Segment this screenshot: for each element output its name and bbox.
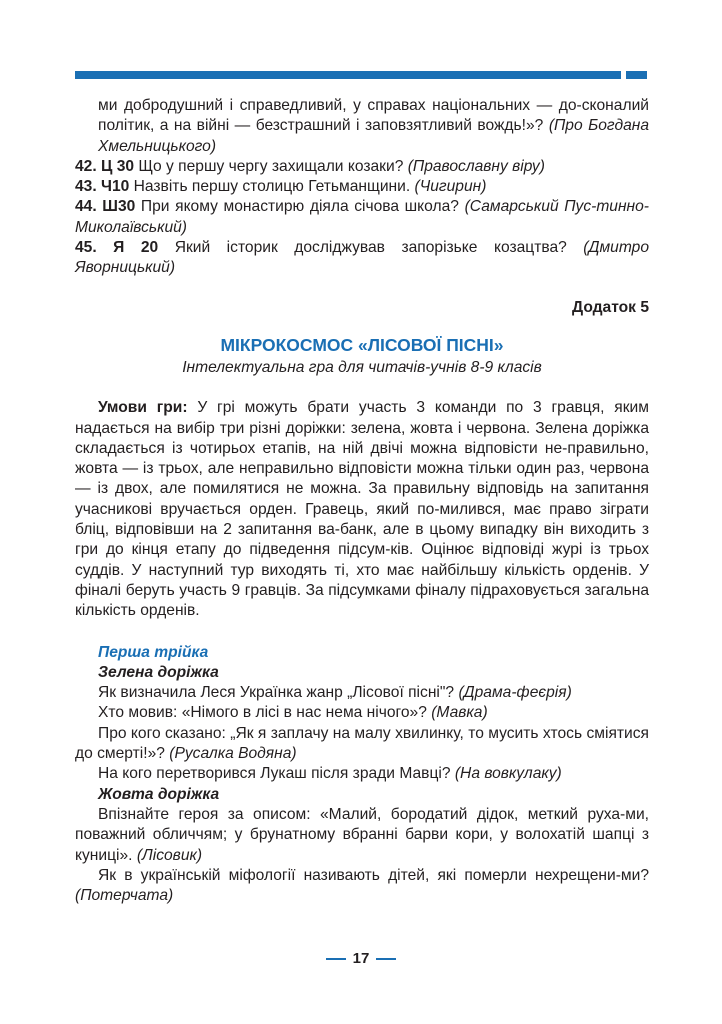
continuation-paragraph [75,96,649,157]
page-subtitle: Інтелектуальна гра для читачів-учнів 8-9 класів [182,358,542,376]
footer-dash-left [326,958,346,960]
rules-text: У грі можуть брати участь 3 команди по 3 гравця, яким надається на вибір три різні доріжки: зелена, жовта і червона. Зелена доріжка складається із чотирьох етапів, на ній двічі можна відповісти не-правильно, жовта — із трьох, але неправильно відповісти можна тільки один раз, червона — із двох, але помилятися не можна. За правильну відповідь на запитання учасникові вручається орден. Гравець, який по-милився, має право зіграти бліц, відповівши на 2 запитання ва-банк, але в цьому випадку він виходить з гри до кінця етапу до підведення підсум-ків. Оцінює відповіді журі із трьох суддів. У наступний тур виходять ті, хто має найбільшу кількість орденів. У фіналі беруть участь 9 гравців. За підсумками фіналу підраховується загальна кількість орденів. [75,399,649,620]
section-heading: Перша трійка [98,643,209,661]
page-title: МІКРОКОСМОС «ЛІСОВОЇ ПІСНІ» [220,334,504,355]
yellow-question-text: Впізнайте героя за описом: «Малий, бородатий дідок, меткий руха-ми, поважний обличчям; у брунатному вбранні барви кори, у волохатій шапці з куниці». [75,805,649,864]
rules-label: Умови гри: [98,399,188,417]
yellow-question [75,866,649,907]
green-question [75,703,649,723]
question-45 [75,238,649,279]
question-44 [75,197,649,238]
question-answer: (Самарський Пус-тинно-Миколаївський) [75,198,650,236]
question-answer: (Дмитро Яворницький) [75,239,649,277]
green-question [75,764,649,784]
green-question-answer: (Драма-феєрія) [458,684,572,702]
question-answer: (Чигирин) [414,178,487,196]
green-question-answer: (Русалка Водяна) [169,745,297,763]
question-text: Що у першу чергу захищали козаки? [134,157,408,175]
continuation-text: ми добродушний і справедливий, у справах національних — до-сконалий політик, а на війні — безстрашний і заповзятливий вождь!»? [98,97,649,135]
green-track-heading: Зелена доріжка [98,663,219,681]
page-number: 17 [352,950,370,967]
green-question-answer: (Мавка) [431,704,488,722]
green-question-text: Про кого сказано: „Як я заплачу на малу хвилинку, то мусить хтось сміятися до смерті!»? [75,724,649,763]
question-number: 44. Ш30 [75,198,136,216]
yellow-question [75,805,649,866]
question-text: Назвіть першу столицю Гетьманщини. [129,178,415,196]
yellow-question-text: Як в українській міфології називають дітей, які померли нехрещени-ми? [98,866,649,884]
yellow-question-answer: (Потерчата) [75,887,174,905]
top-rule-end [626,71,647,79]
green-question-text: Як визначила Леся Українка жанр „Лісової пісні"? [98,684,459,702]
question-number: 45. Я 20 [75,239,159,257]
question-number: 42. Ц 30 [75,157,135,175]
green-question [75,724,649,765]
page-content [75,96,649,906]
green-question [75,683,649,703]
question-text: При якому монастирю діяла січова школа? [135,198,465,216]
question-42 [75,157,649,177]
question-text: Який історик досліджував запорізьке козацтва? [158,239,584,257]
green-question-text: На кого перетворився Лукаш після зради Мавці? [98,765,455,783]
page-footer [0,950,722,967]
question-answer: (Православну віру) [407,157,545,175]
rules-paragraph [75,398,649,621]
top-rule [75,71,621,79]
yellow-track-heading: Жовта доріжка [98,785,220,803]
appendix-label: Додаток 5 [572,298,649,316]
footer-dash-right [376,958,396,960]
continuation-answer: (Про Богдана Хмельницького) [98,117,649,155]
question-number: 43. Ч10 [75,178,130,196]
green-question-text: Хто мовив: «Німого в лісі в нас нема нічого»? [98,704,432,722]
question-43 [75,177,649,197]
yellow-question-answer: (Лісовик) [136,846,203,864]
green-question-answer: (На вовкулаку) [454,765,562,783]
